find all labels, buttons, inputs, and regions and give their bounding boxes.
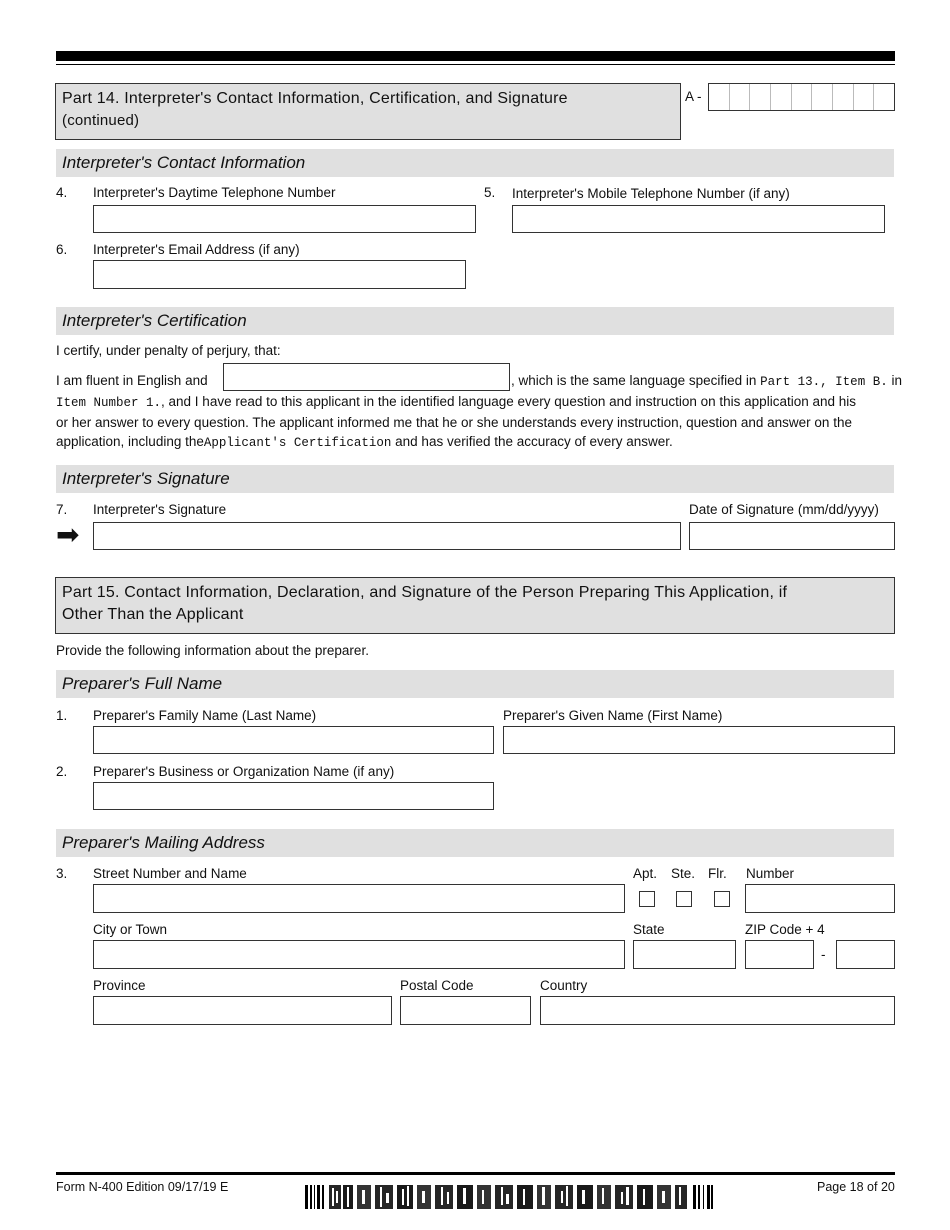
- certification-intro: I certify, under penalty of perjury, that:: [56, 343, 281, 358]
- q7-number: 7.: [56, 502, 68, 517]
- preparer-intro: Provide the following information about the preparer.: [56, 643, 369, 658]
- ste-checkbox[interactable]: [676, 891, 692, 907]
- postal-code-label: Postal Code: [400, 978, 474, 993]
- preparer-family-name-field[interactable]: [93, 726, 494, 754]
- part15-title-line2: Other Than the Applicant: [62, 606, 244, 623]
- province-field[interactable]: [93, 996, 392, 1025]
- a-number-cell[interactable]: [812, 84, 833, 110]
- cert-line2: , and I have read to this applicant in the identified language every question and instruction on this application and his: [161, 394, 856, 409]
- q6-number: 6.: [56, 242, 68, 257]
- zip-code-field[interactable]: [745, 940, 814, 969]
- q5-label: Interpreter's Mobile Telephone Number (if any): [512, 186, 790, 201]
- signature-date-field[interactable]: [689, 522, 895, 550]
- country-field[interactable]: [540, 996, 895, 1025]
- cert-line4-prefix: application, including the: [56, 434, 204, 449]
- a-number-cell[interactable]: [771, 84, 792, 110]
- top-rule-thin: [56, 64, 895, 65]
- mobile-phone-field[interactable]: [512, 205, 885, 233]
- ref-applicant-cert: Applicant's Certification: [203, 436, 392, 450]
- part14-title-line1: Part 14. Interpreter's Contact Information, Certification, and Signature: [62, 90, 568, 107]
- part15-header: [55, 577, 895, 634]
- province-label: Province: [93, 978, 146, 993]
- a-number-cell[interactable]: [833, 84, 854, 110]
- p1-number: 1.: [56, 708, 68, 723]
- apt-checkbox[interactable]: [639, 891, 655, 907]
- preparer-business-name-field[interactable]: [93, 782, 494, 810]
- address-section-heading: Preparer's Mailing Address: [56, 829, 894, 857]
- apt-label: Apt.: [633, 866, 658, 881]
- q4-number: 4.: [56, 185, 68, 200]
- q7-label: Interpreter's Signature: [93, 502, 227, 517]
- unit-number-label: Number: [746, 866, 795, 881]
- footer-form-edition: Form N-400 Edition 09/17/19 E: [56, 1180, 229, 1194]
- certification-section-heading: Interpreter's Certification: [56, 307, 894, 335]
- interpreter-signature-field[interactable]: [93, 522, 681, 550]
- fluent-suffix: , which is the same language specified in: [511, 373, 757, 388]
- family-name-label: Preparer's Family Name (Last Name): [93, 708, 317, 723]
- footer-page-number: Page 18 of 20: [817, 1180, 895, 1194]
- p2-number: 2.: [56, 764, 68, 779]
- ref-item-number: Item Number 1.: [56, 396, 162, 410]
- part14-header: [55, 83, 681, 140]
- signature-date-label: Date of Signature (mm/dd/yyyy): [689, 502, 879, 517]
- footer-rule: [56, 1172, 895, 1175]
- state-label: State: [633, 922, 665, 937]
- a-number-cell[interactable]: [709, 84, 730, 110]
- a-number-field[interactable]: [708, 83, 895, 111]
- fluent-prefix: I am fluent in English and: [56, 373, 208, 388]
- q6-label: Interpreter's Email Address (if any): [93, 242, 300, 257]
- business-name-label: Preparer's Business or Organization Name (if any): [93, 764, 395, 779]
- city-field[interactable]: [93, 940, 625, 969]
- a-number-cell[interactable]: [874, 84, 894, 110]
- zip-label: ZIP Code + 4: [745, 922, 825, 937]
- q5-number: 5.: [484, 185, 496, 200]
- given-name-label: Preparer's Given Name (First Name): [503, 708, 723, 723]
- state-field[interactable]: [633, 940, 736, 969]
- q4-label: Interpreter's Daytime Telephone Number: [93, 185, 336, 200]
- a-number-cell[interactable]: [730, 84, 751, 110]
- top-rule-thick: [56, 51, 895, 61]
- postal-code-field[interactable]: [400, 996, 531, 1025]
- unit-number-field[interactable]: [745, 884, 895, 913]
- cert-line3: or her answer to every question. The applicant informed me that he or she understands every instruction, question and answer on the: [56, 415, 852, 430]
- barcode-image: [305, 1185, 713, 1209]
- part14-title-line2: (continued): [62, 112, 140, 129]
- a-number-cell[interactable]: [792, 84, 813, 110]
- fullname-section-heading: Preparer's Full Name: [56, 670, 894, 698]
- certification-paragraph: [56, 392, 896, 453]
- zip-plus4-field[interactable]: [836, 940, 895, 969]
- a-number-cell[interactable]: [750, 84, 771, 110]
- daytime-phone-field[interactable]: [93, 205, 476, 233]
- country-label: Country: [540, 978, 588, 993]
- flr-label: Flr.: [708, 866, 727, 881]
- city-label: City or Town: [93, 922, 168, 937]
- a-number-prefix: A -: [685, 89, 702, 104]
- fluent-suffix-line: [511, 372, 902, 391]
- email-field[interactable]: [93, 260, 466, 289]
- preparer-given-name-field[interactable]: [503, 726, 895, 754]
- p3-number: 3.: [56, 866, 68, 881]
- zip-dash: -: [821, 947, 826, 962]
- ref-part13: Part 13., Item B.: [760, 375, 888, 389]
- part15-title-line1: Part 15. Contact Information, Declaration, and Signature of the Person Preparing This Application, if: [62, 584, 788, 601]
- flr-checkbox[interactable]: [714, 891, 730, 907]
- signature-section-heading: Interpreter's Signature: [56, 465, 894, 493]
- arrow-right-icon: ➡: [56, 519, 80, 550]
- street-label: Street Number and Name: [93, 866, 247, 881]
- contact-section-heading: Interpreter's Contact Information: [56, 149, 894, 177]
- cert-line4-suffix: and has verified the accuracy of every answer.: [395, 434, 673, 449]
- street-field[interactable]: [93, 884, 625, 913]
- in-word: in: [891, 373, 902, 388]
- a-number-cell[interactable]: [854, 84, 875, 110]
- ste-label: Ste.: [671, 866, 696, 881]
- language-field[interactable]: [223, 363, 510, 391]
